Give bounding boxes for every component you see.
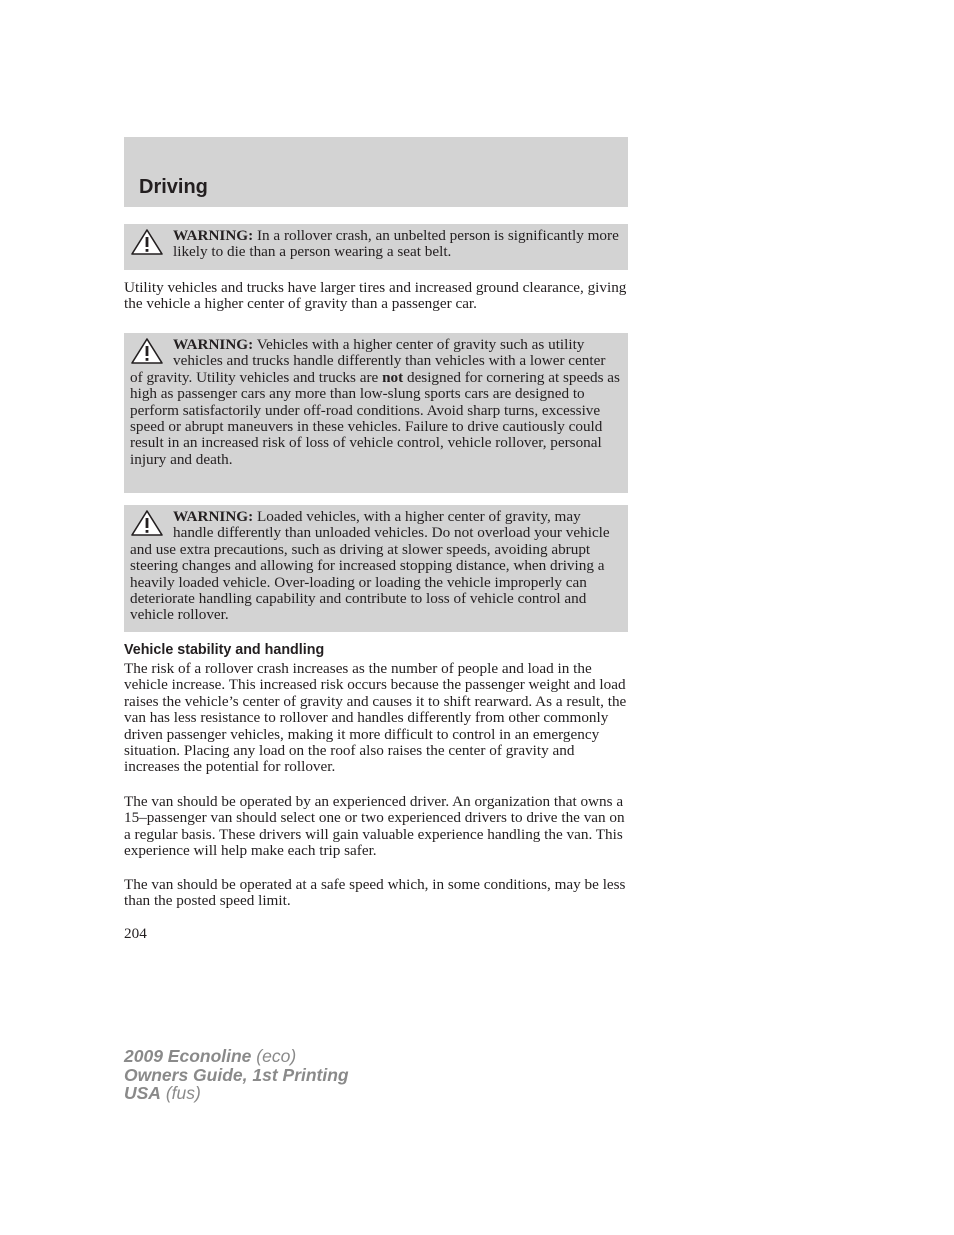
warning-label: WARNING: xyxy=(173,508,254,525)
page-number: 204 xyxy=(124,925,147,942)
body-paragraph-2: The van should be operated by an experienced driver. An organization that owns a 15–passenger van should select one or two experienced drivers to drive the van on a regular basis. These drivers will gain valuable experience handling the van. This experience will help make each trip safer. xyxy=(124,793,625,860)
section-title: Driving xyxy=(139,176,208,198)
warning-box-center-of-gravity xyxy=(124,333,628,493)
warning-text-before: Vehicles with a higher center of gravity such as utility vehicles and trucks handle differently than vehicles with a lower center of gravity. Utility vehicles and trucks are xyxy=(130,336,606,386)
subsection-heading: Vehicle stability and handling xyxy=(124,642,325,658)
warning-label: WARNING: xyxy=(173,336,254,353)
warning-text: In a rollover crash, an unbelted person is significantly more likely to die than a person wearing a seat belt. xyxy=(173,227,619,261)
footer-market-code: (fus) xyxy=(165,1083,201,1104)
footer-model-code: (eco) xyxy=(256,1046,297,1066)
footer-guide-edition: Owners Guide, 1st Printing xyxy=(124,1064,349,1085)
warning-box-seat-belt xyxy=(124,224,628,270)
intro-paragraph: Utility vehicles and trucks have larger tires and increased ground clearance, giving the vehicle a higher center of gravity than a passenger car. xyxy=(124,279,627,313)
warning-text-after: designed for cornering at speeds as high as passenger cars any more than low-slung sports cars are designed to perform satisfactorily under off-road conditions. Avoid sharp turns, excessive speed or abrupt maneuvers in these vehicles. Failure to drive cautiously could result in an increased risk of loss of vehicle control, vehicle rollover, personal injury and death. xyxy=(130,368,620,468)
document-footer xyxy=(124,1047,349,1103)
warning-triangle-icon xyxy=(130,509,164,537)
body-paragraph-1: The risk of a rollover crash increases as the number of people and load in the vehicle increase. This increased risk occurs because the passenger weight and load raises the vehicle’s center of gravity and causes it to shift rearward. As a result, the van has less resistance to rollover and handles differently from other commonly driven passenger vehicles, making it more difficult to control in an emergency situation. Placing any load on the roof also raises the center of gravity and increases the potential for rollover. xyxy=(124,660,627,776)
warning-box-loaded-vehicles xyxy=(124,505,628,632)
footer-model: 2009 Econoline xyxy=(124,1046,252,1066)
section-header xyxy=(124,137,628,207)
warning-label: WARNING: xyxy=(173,227,254,244)
warning-triangle-icon xyxy=(130,228,164,256)
body-paragraph-3: The van should be operated at a safe speed which, in some conditions, may be less than the posted speed limit. xyxy=(124,876,626,910)
warning-triangle-icon xyxy=(130,337,164,365)
footer-market: USA xyxy=(124,1083,161,1104)
warning-emphasis: not xyxy=(382,368,404,386)
warning-text: Loaded vehicles, with a higher center of gravity, may handle differently than unloaded vehicles. Do not overload your vehicle and use extra precautions, such as driving at slower speeds, avoiding abrupt steering changes and allowing for increased stopping distance, when driving a heavily loaded vehicle. Over-loading or loading the vehicle improperly can deteriorate handling capability and contribute to loss of vehicle control and vehicle rollover. xyxy=(130,508,610,624)
